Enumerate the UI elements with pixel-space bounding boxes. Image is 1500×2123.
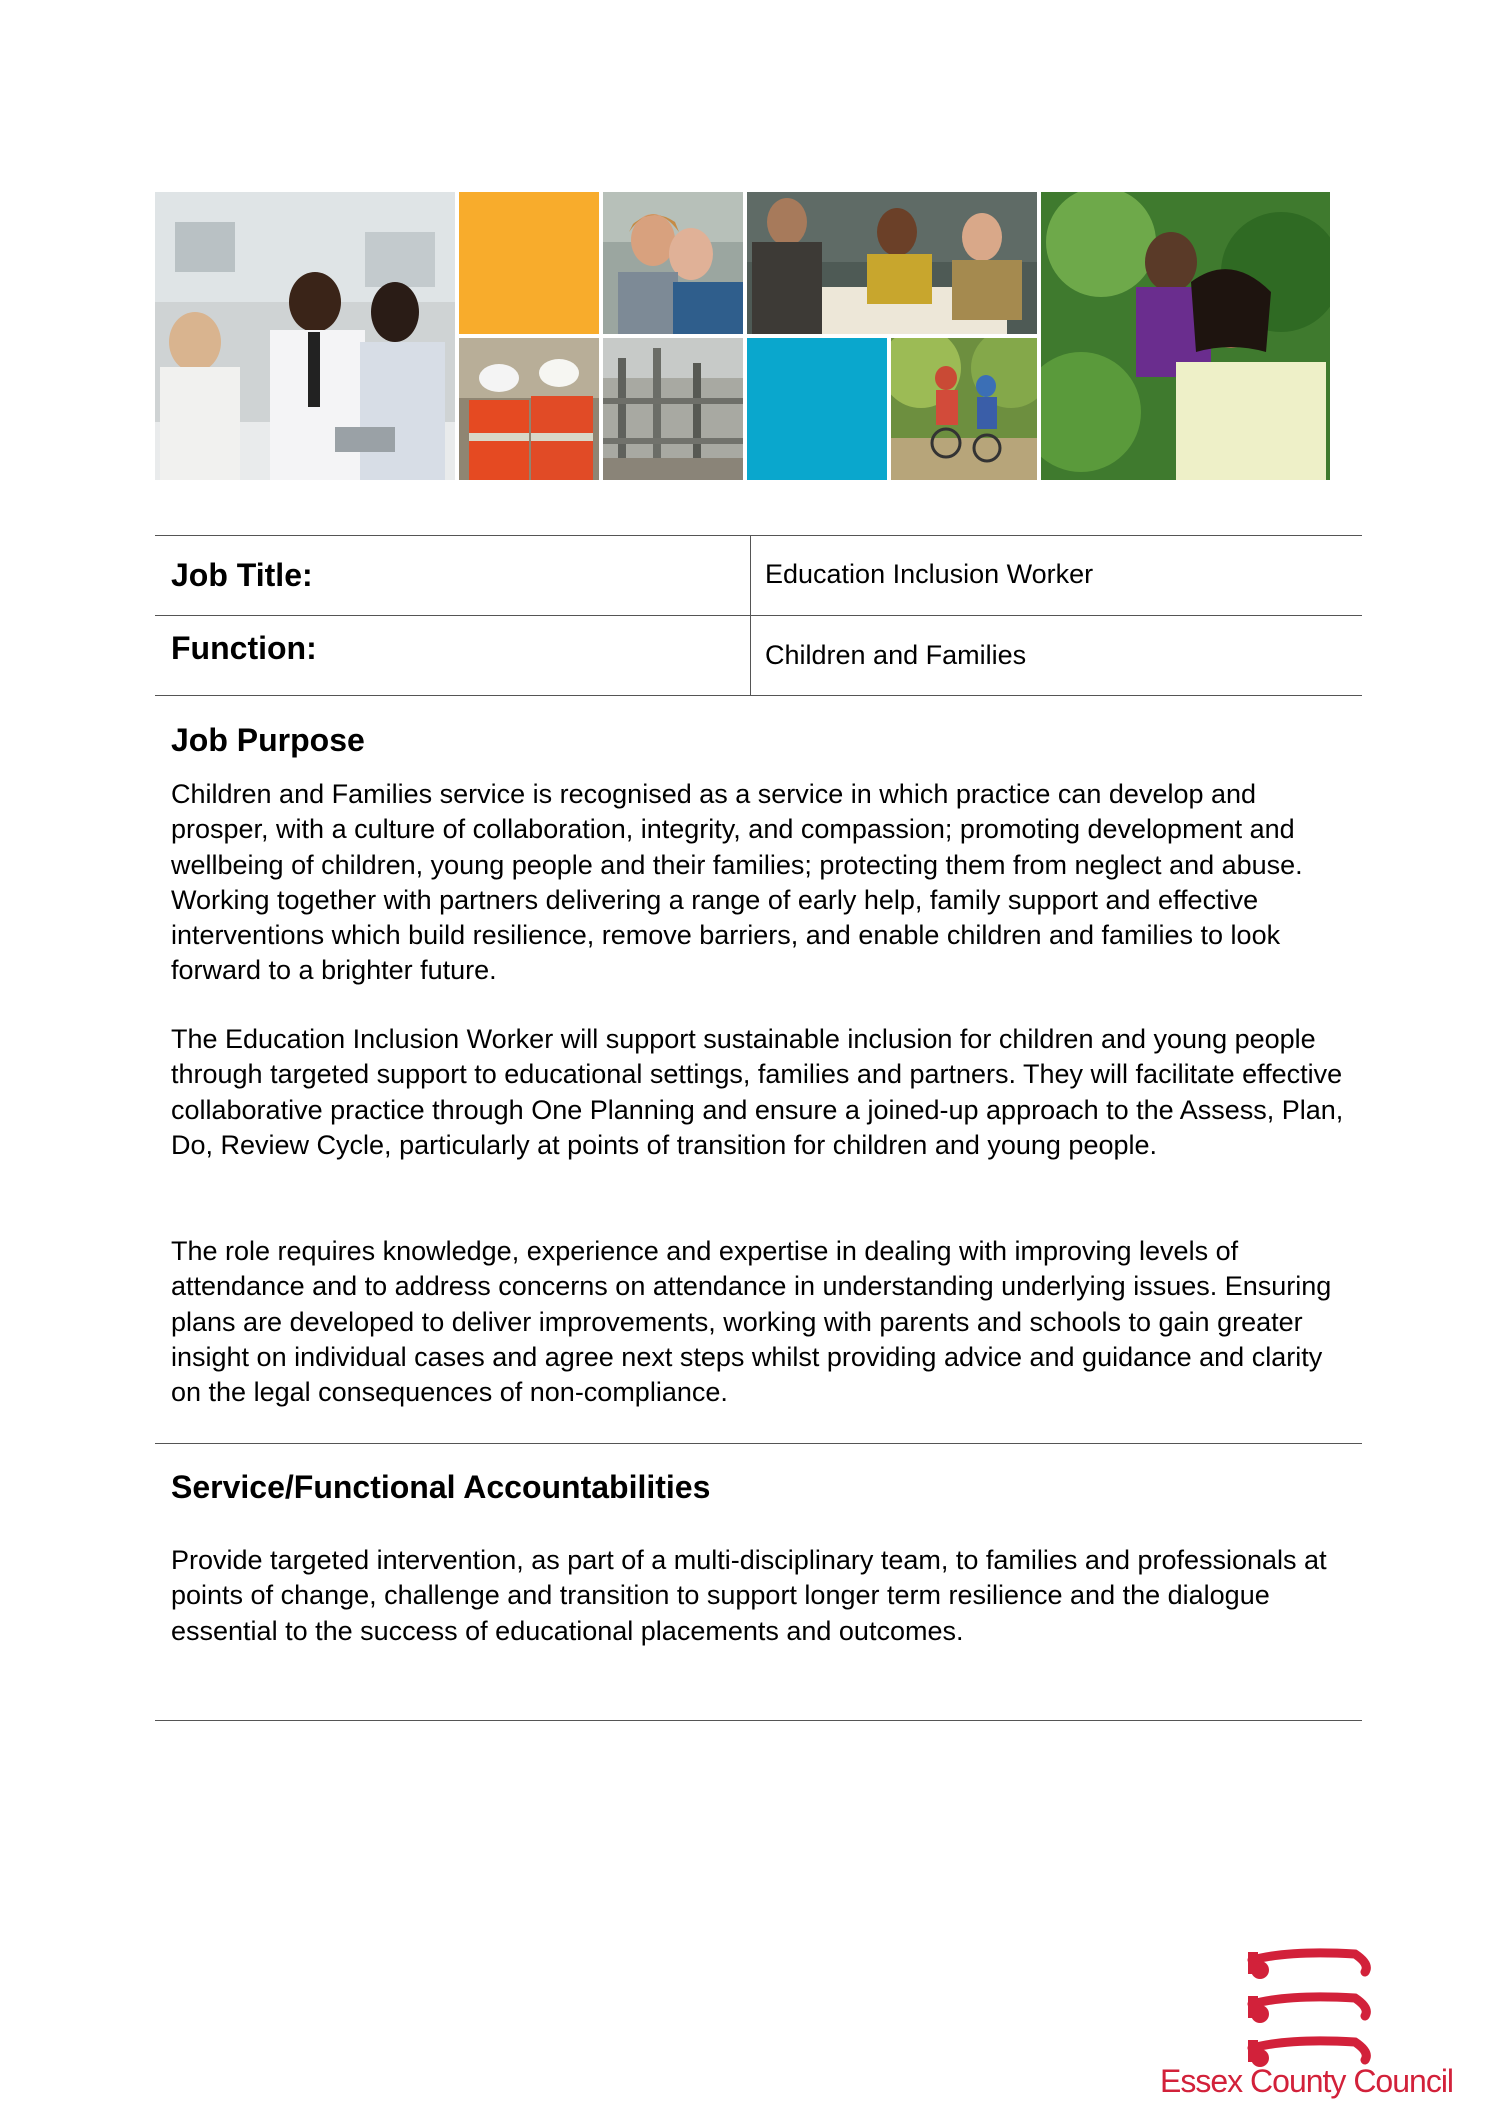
job-purpose-paragraph-2: The Education Inclusion Worker will support sustainable inclusion for children and young people through targeted support to educational settings, families and partners. They will facilitate effective collaborative practice through One Planning and ensure a joined-up approach to the Assess, Plan, Do, Review Cycle, particularly at points of transition for children and young people. [171, 1024, 1344, 1160]
family-cycling-photo [891, 338, 1037, 480]
job-purpose-heading: Job Purpose [171, 722, 365, 758]
table-middle-rule [155, 615, 1362, 616]
older-couple-photo [603, 192, 743, 334]
table-column-divider [750, 535, 751, 695]
orange-color-tile [459, 192, 599, 334]
cyan-color-tile [747, 338, 887, 480]
function-label: Function: [171, 630, 317, 666]
team-discussion-photo [747, 192, 1037, 334]
accountabilities-paragraph-1: Provide targeted intervention, as part of a multi-disciplinary team, to families and professionals at points of change, challenge and transition to support longer term resilience and the dialogue essential to the success of educational placements and outcomes. [171, 1545, 1327, 1646]
job-title-value: Education Inclusion Worker [765, 559, 1094, 589]
office-meeting-photo [155, 192, 455, 480]
construction-workers-photo [459, 338, 599, 480]
section-divider-rule [155, 1443, 1362, 1444]
job-title-label: Job Title: [171, 557, 313, 593]
accountabilities-bottom-rule [155, 1720, 1362, 1721]
mother-child-photo [1041, 192, 1330, 480]
function-value: Children and Families [765, 640, 1027, 670]
job-purpose-paragraph-1: Children and Families service is recognised as a service in which practice can develop and prosper, with a culture of collaboration, integrity, and compassion; promoting development and wellbeing of children, young people and their families; protecting them from neglect and abuse. Working together with partners delivering a range of early help, family support and effective interventions which build resilience, remove barriers, and enable children and families to look forward to a brighter future. [171, 779, 1303, 986]
table-top-rule [155, 535, 1362, 536]
building-site-photo [603, 338, 743, 480]
table-bottom-rule [155, 695, 1362, 696]
job-purpose-paragraph-3: The role requires knowledge, experience and expertise in dealing with improving levels of attendance and to address concerns on attendance in understanding underlying issues. Ensuring plans are developed to deliver improvements, working with parents and schools to gain greater insight on individual cases and agree next steps whilst providing advice and guidance and clarity on the legal consequences of non-compliance. [171, 1236, 1332, 1408]
logo-wordmark: Essex County Council [1160, 2063, 1454, 2099]
banner-collage [155, 192, 1330, 480]
accountabilities-heading: Service/Functional Accountabilities [171, 1469, 711, 1505]
